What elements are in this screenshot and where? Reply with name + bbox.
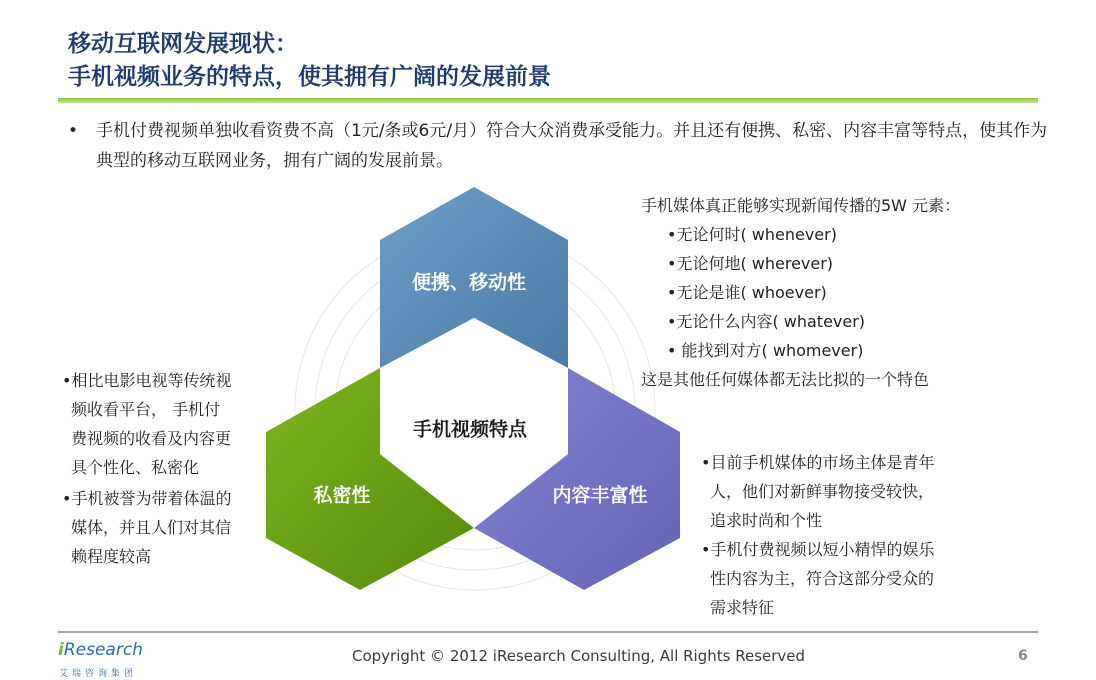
right-note-line: 性内容为主，符合这部分受众的	[710, 569, 935, 588]
page-number: 6	[1018, 648, 1028, 664]
label-private: 私密性	[313, 484, 371, 507]
right-note-line: 追求时尚和个性	[710, 511, 823, 530]
title-line-2: 手机视频业务的特点，使其拥有广阔的发展前景	[68, 64, 551, 90]
w5-footer: 这是其他任何媒体都无法比拟的一个特色	[641, 370, 930, 389]
title-line-1: 移动互联网发展现状：	[68, 31, 298, 57]
label-portable: 便携、移动性	[411, 271, 527, 294]
label-content: 内容丰富性	[552, 484, 648, 507]
label-center: 手机视频特点	[412, 418, 528, 441]
w5-item: •无论是谁( whoever)	[667, 283, 827, 302]
copyright-text: Copyright © 2012 iResearch Consulting, All Rights Reserved	[352, 647, 806, 665]
w5-notes	[641, 191, 960, 394]
left-note-line: •相比电影电视等传统视	[62, 371, 232, 390]
left-note-line: 媒体，并且人们对其信	[71, 518, 232, 537]
w5-item: •无论何地( wherever)	[667, 254, 834, 273]
bullet-dot: •	[68, 121, 79, 141]
w5-heading: 手机媒体真正能够实现新闻传播的5W 元素：	[641, 196, 961, 215]
right-notes	[701, 448, 934, 622]
right-note-line: •目前手机媒体的市场主体是青年	[701, 453, 935, 472]
w5-item: •无论何时( whenever)	[667, 225, 837, 244]
left-note-line: 具个性化、私密化	[71, 458, 200, 477]
left-note-line: •手机被誉为带着体温的	[62, 489, 232, 508]
logo-research: Research	[63, 640, 143, 660]
iresearch-logo	[58, 640, 148, 680]
logo-subtitle: 艾瑞咨询集团	[59, 669, 138, 679]
right-note-line: 人，他们对新鲜事物接受较快，	[710, 482, 935, 501]
w5-item: •无论什么内容( whatever)	[667, 312, 866, 331]
left-notes	[62, 366, 231, 571]
logo-wordmark	[58, 640, 143, 660]
footer-divider	[58, 631, 1038, 633]
right-note-line: •手机付费视频以短小精悍的娱乐	[701, 540, 935, 559]
logo-i: i	[58, 640, 64, 660]
left-note-line: 频收看平台， 手机付	[71, 400, 221, 419]
left-note-line: 赖程度较高	[71, 547, 152, 566]
intro-text: 手机付费视频单独收看资费不高（1元/条或6元/月）符合大众消费承受能力。并且还有便携、私密、内容丰富等特点，使其作为典型的移动互联网业务，拥有广阔的发展前景。	[96, 121, 1048, 171]
left-note-line: 费视频的收看及内容更	[71, 429, 232, 448]
w5-item: • 能找到对方( whomever)	[667, 341, 864, 360]
right-note-line: 需求特征	[710, 598, 775, 617]
